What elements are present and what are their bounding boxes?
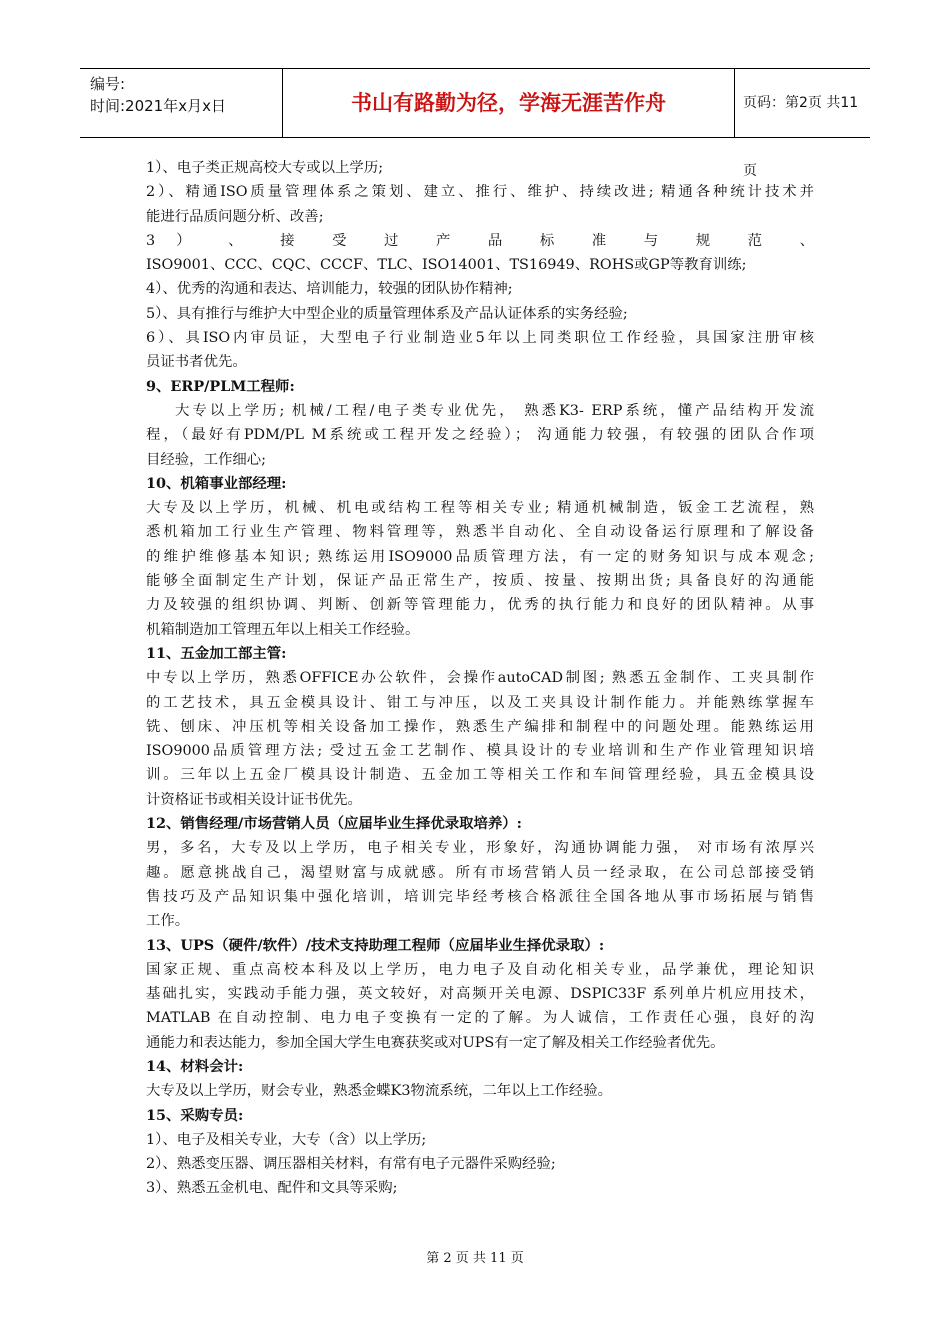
text-line: 大专以上学历; 机械/工程/电子类专业优先， 熟悉K3- ERP系统，懂产品结构开发流 <box>175 402 814 419</box>
text-line: 1）、电子类正规高校大专或以上学历; <box>146 160 384 176</box>
text-line: 大专及以上学历，财会专业，熟悉金蝶K3物流系统，二年以上工作经验。 <box>146 1083 613 1100</box>
text-line: 目经验，工作细心; <box>146 451 266 468</box>
text-line: 员证书者优先。 <box>146 354 247 371</box>
text-line: 1）、电子及相关专业，大专（含）以上学历; <box>146 1131 427 1148</box>
text-line: 的工艺技术，具五金模具设计、钳工与冲压，以及工夹具设计制作能力。并能熟练掌握车 <box>146 694 814 711</box>
text-line: ISO9000品质管理方法; 受过五金工艺制作、模具设计的专业培训和生产作业管理知识培 <box>146 743 814 760</box>
header-meta-cell <box>80 69 283 137</box>
text-line: ISO9001、CCC、CQC、CCCF、TLC、ISO14001、TS16949、ROHS或GP等教育训练; <box>146 257 747 274</box>
text-line: 趣。愿意挑战自己，渴望财富与成就感。所有市场营销人员一经录取，在公司总部接受销 <box>146 864 814 881</box>
text-line: 能够全面制定生产计划，保证产品正常生产，按质、按量、按期出货; 具备良好的沟通能 <box>146 573 814 590</box>
text-line: 2）、熟悉变压器、调压器相关材料，有常有电子元器件采购经验; <box>146 1156 556 1173</box>
page-footer: 第 2 页 共 11 页 <box>426 1251 524 1266</box>
text-line: 程，（最好有PDM/PL M系统或工程开发之经验）； 沟通能力较强，有较强的团队合作项 <box>146 427 814 444</box>
document-number-label: 编号: <box>90 75 126 93</box>
text-line: 训。三年以上五金厂模具设计制造、五金加工等相关工作和车间管理经验，具五金模具设 <box>146 767 814 784</box>
text-line: 大专及以上学历，机械、机电或结构工程等相关专业; 精通机械制造，钣金工艺流程，熟 <box>146 500 814 517</box>
text-line: 6）、具ISO内审员证，大型电子行业制造业5年以上同类职位工作经验，具国家注册审核 <box>146 330 814 347</box>
text-line: 2）、精通ISO质量管理体系之策划、建立、推行、维护、持续改进; 精通各种统计技术并 <box>146 184 814 201</box>
text-line: 的维护维修基本知识; 熟练运用ISO9000品质管理方法，有一定的财务知识与成本观念; <box>146 548 814 565</box>
text-line: 基础扎实，实践动手能力强，英文较好，对高频开关电源、DSPIC33F 系列单片机应用技术， <box>146 986 814 1003</box>
text-line: 3 ） 、 接 受 过 产 品 标 准 与 规 范 、 <box>146 232 814 249</box>
text-line: 售技巧及产品知识集中强化培训，培训完毕经考核合格派往全国各地从事市场拓展与销售 <box>146 888 814 905</box>
text-line: 5）、具有推行与维护大中型企业的质量管理体系及产品认证体系的实务经验; <box>146 305 628 322</box>
text-line: 计资格证书或相关设计证书优先。 <box>146 791 362 808</box>
text-line: 通能力和表达能力，参加全国大学生电赛获奖或对UPS有一定了解及相关工作经验者优先。 <box>146 1034 725 1051</box>
section-heading: 9、ERP/PLM工程师: <box>146 377 295 395</box>
header-page-label: 页码：第2页 共11页 <box>743 95 859 179</box>
text-line: 中专以上学历，熟悉OFFICE办公软件，会操作autoCAD制图; 熟悉五金制作、工夹具制作 <box>146 670 814 687</box>
header-motto: 书山有路勤为径，学海无涯苦作舟 <box>283 69 735 137</box>
text-line: 机箱制造加工管理五年以上相关工作经验。 <box>146 621 420 638</box>
text-line: 工作。 <box>146 913 190 930</box>
document-time-label: 时间:2021年x月x日 <box>90 97 226 115</box>
section-heading: 13、UPS（硬件/软件）/技术支持助理工程师（应届毕业生择优录取）: <box>146 936 605 954</box>
text-line: 国家正规、重点高校本科及以上学历，电力电子及自动化相关专业，品学兼优，理论知识 <box>146 961 814 978</box>
section-heading: 11、五金加工部主管: <box>146 644 287 662</box>
text-line: 男，多名，大专及以上学历，电子相关专业，形象好，沟通协调能力强， 对市场有浓厚兴 <box>146 840 814 857</box>
section-heading: 10、机箱事业部经理: <box>146 474 287 492</box>
text-line: 铣、刨床、冲压机等相关设备加工操作，熟悉生产编排和制程中的问题处理。能熟练运用 <box>146 718 814 735</box>
text-line: MATLAB 在自动控制、电力电子变换有一定的了解。为人诚信，工作责任心强，良好的沟 <box>146 1010 814 1027</box>
section-heading: 14、材料会计: <box>146 1057 244 1075</box>
text-line: 能进行品质问题分析、改善; <box>146 208 324 225</box>
text-line: 悉机箱加工行业生产管理、物料管理等，熟悉半自动化、全自动设备运行原理和了解设备 <box>146 524 814 541</box>
text-line: 3）、熟悉五金机电、配件和文具等采购; <box>146 1180 398 1197</box>
section-heading: 15、采购专员: <box>146 1106 244 1124</box>
document-body <box>146 156 814 1201</box>
section-heading: 12、销售经理/市场营销人员（应届毕业生择优录取培养）: <box>146 815 522 833</box>
text-line: 力及较强的组织协调、判断、创新等管理能力，优秀的执行能力和良好的团队精神。从事 <box>146 597 814 614</box>
text-line: 4）、优秀的沟通和表达、培训能力，较强的团队协作精神; <box>146 281 513 298</box>
